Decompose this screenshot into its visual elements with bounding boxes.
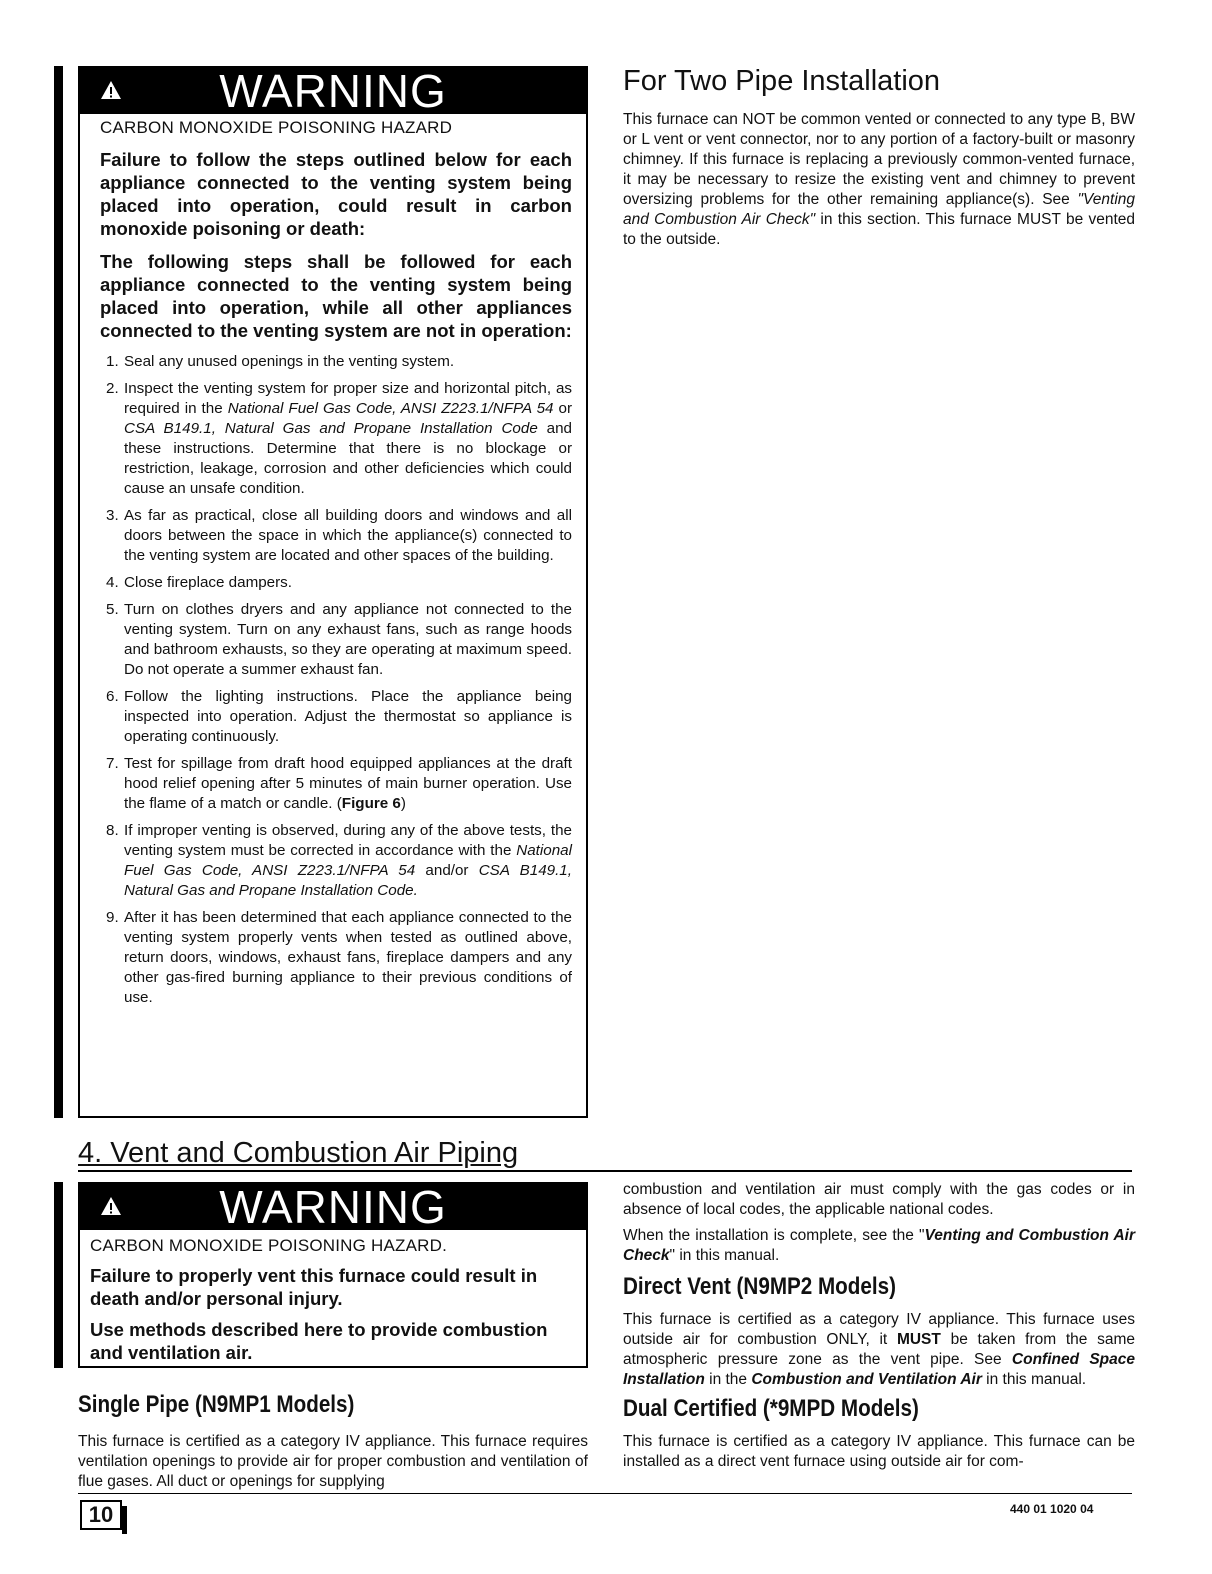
two-pipe-section [623,64,1135,250]
warning-paragraph-2: Use methods described here to provide combustion and ventilation air. [90,1319,548,1363]
warning-triangle-icon [100,80,122,100]
two-pipe-title: For Two Pipe Installation [623,65,941,97]
document-number: 440 01 1020 04 [1010,1502,1094,1516]
single-pipe-text: This furnace is certified as a category IV appliance. This furnace requires ventilation openings to provide air for proper combustion and ventilation of flue gases. All duct or openings for supplying [78,1433,588,1490]
list-item: 4. Close fireplace dampers. [106,574,292,591]
two-pipe-text: This furnace can NOT be common vented or connected to any type B, BW or L vent or vent connector, nor to any portion of a factory-built or masonry chimney. If this furnace is replacing a previously common-vented furnace, it may be necessary to resize the existing vent and chimney to prevent oversizing problems for the other remaining appliance(s). See "Venting and Combustion Air Check" in this section. This furnace MUST be vented to the outside. [623,111,1135,248]
section-title: 4. Vent and Combustion Air Piping [78,1137,519,1169]
footer-rule [78,1493,1132,1494]
hazard-label: CARBON MONOXIDE POISONING HAZARD [100,118,453,137]
warning-triangle-icon [100,1196,122,1216]
single-pipe-section [78,1390,588,1492]
warning-paragraph-2: The following steps shall be followed for each appliance connected to the venting system being placed into operation, while all other appliances connected to the venting system are not in operation: [100,251,572,341]
warning-paragraph-1: Failure to properly vent this furnace could result in death and/or personal injury. [90,1265,538,1309]
hazard-label: CARBON MONOXIDE POISONING HAZARD. [90,1236,448,1255]
direct-vent-title: Direct Vent (N9MP2 Models) [623,1273,896,1300]
installation-complete-text: When the installation is complete, see the "Venting and Combustion Air Check" in this manual. [623,1227,1136,1264]
warning-header [80,65,586,117]
list-item: 1. Seal any unused openings in the venting system. [106,353,455,370]
section-heading [78,1136,1132,1172]
direct-vent-text: This furnace is certified as a category IV appliance. This furnace uses outside air for combustion ONLY, it MUST be taken from the same atmospheric pressure zone as the vent pipe. See Confined Space Installation in the Combustion and Ventilation Air in this manual. [623,1311,1136,1388]
list-item: 6. Follow the lighting instructions. Place the appliance being inspected into operation. Adjust the thermostat so appliance is operating continuously. [106,688,572,745]
single-pipe-title: Single Pipe (N9MP1 Models) [78,1391,355,1418]
list-item: 8. If improper venting is observed, during any of the above tests, the venting system must be corrected in accordance with the National Fuel Gas Code, ANSI Z223.1/NFPA 54 and/or CSA B149.1, Natural Gas and Propane Installation Code. [106,822,572,899]
list-item: 2. Inspect the venting system for proper size and horizontal pitch, as required in the National Fuel Gas Code, ANSI Z223.1/NFPA 54 or CSA B149.1, Natural Gas and Propane Installation Code and these instructions. Determine that there is no blockage or restriction, leakage, corrosion and other deficiencies which could cause an unsafe condition. [106,380,572,497]
warning-title: WARNING [219,1181,447,1233]
change-bar-top [54,66,63,1118]
dual-certified-text: This furnace is certified as a category IV appliance. This furnace can be installed as a direct vent furnace using outside air for com- [623,1433,1135,1470]
warning-box-venting [78,66,588,1118]
warning-header [80,1181,586,1233]
warning-box-vent [78,1182,588,1368]
list-item: 9. After it has been determined that each appliance connected to the venting system properly vents when tested as outlined above, return doors, windows, exhaust fans, fireplace dampers and any other gas-fired burning appliance to their previous conditions of use. [106,909,572,1006]
list-item: 5. Turn on clothes dryers and any appliance not connected to the venting system. Turn on any exhaust fans, such as range hoods and bathroom exhausts, so they are operating at maximum speed. Do not operate a summer exhaust fan. [106,601,572,678]
figure-reference: Figure 6 [341,795,401,812]
combustion-air-text: combustion and ventilation air must comply with the gas codes or in absence of local codes, the applicable national codes. [623,1181,1135,1218]
dual-certified-title: Dual Certified (*9MPD Models) [623,1395,919,1422]
page-number: 10 [80,1500,122,1530]
warning-paragraph-1: Failure to follow the steps outlined below for each appliance connected to the venting system being placed into operation, could result in carbon monoxide poisoning or death: [100,149,572,239]
right-bottom-column [623,1180,1135,1472]
change-bar-bottom [54,1182,63,1368]
list-item: 3. As far as practical, close all building doors and windows and all doors between the space in which the appliance(s) connected to the venting system are located and other spaces of the building. [106,507,572,564]
warning-title: WARNING [219,65,447,117]
list-item: 7. Test for spillage from draft hood equipped appliances at the draft hood relief opening after 5 minutes of main burner operation. Use the flame of a match or candle. (Figure 6) [106,755,572,812]
steps-list [100,352,572,1008]
